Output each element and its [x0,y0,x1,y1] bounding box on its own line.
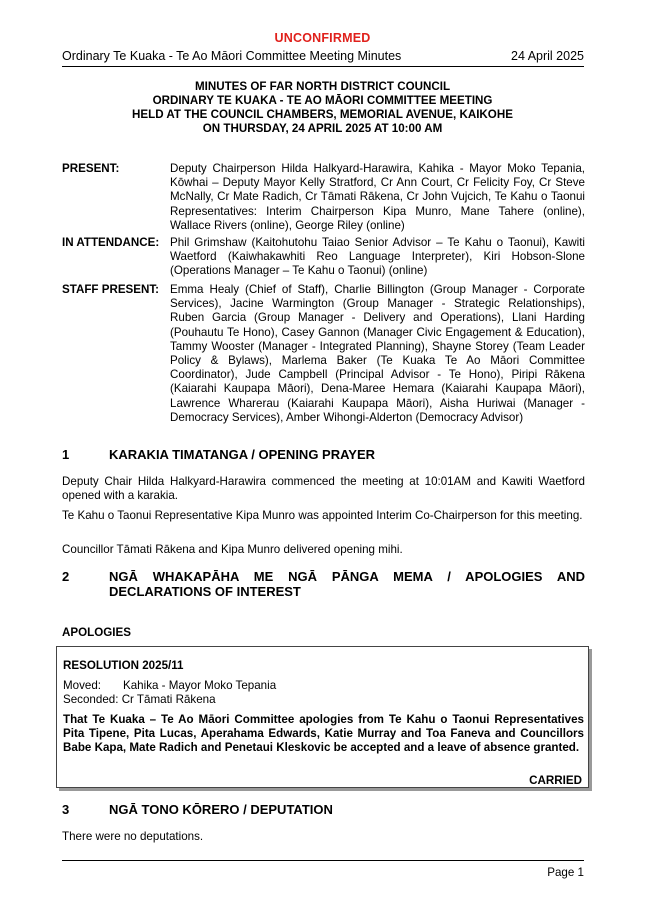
resolution-seconded-row [63,693,584,707]
moved-label: Moved: [63,679,102,693]
title-line-4: ON THURSDAY, 24 APRIL 2025 AT 10:00 AM [202,122,443,135]
section-2-title: NGĀ WHAKAPĀHA ME NGĀ PĀNGA MEMA / APOLOGIES AND DECLARATIONS OF INTEREST [109,569,585,599]
footer-divider [62,860,584,861]
section-2-heading [62,569,585,599]
section-3-number: 3 [62,802,70,817]
resolution-box [56,646,589,788]
resolution-content [63,659,584,755]
in-attendance-label: IN ATTENDANCE: [62,236,160,249]
unconfirmed-stamp: UNCONFIRMED [274,31,371,45]
present-label: PRESENT: [62,162,120,175]
section-1-paragraph-1: Deputy Chair Hilda Halkyard-Harawira commenced the meeting at 10:01AM and Kawiti Waetford opened with a karakia. [62,475,585,503]
staff-present-label: STAFF PRESENT: [62,283,160,296]
staff-present-text: Emma Healy (Chief of Staff), Charlie Billington (Group Manager - Corporate Services), Jacine Warmington (Group Manager - Strategic Relationships), Ruben Garcia (Group Manager - Delivery and Operations), Llani Harding (Pouhautu Te Hono), Casey Gannon (Manager Civic Engagement & Education), Tammy Wooster (Manager - Integrated Planning), Shayne Storey (Team Leader Policy & Bylaws), Marlema Baker (Te Kuaka Te Ao Māori Committee Coordinator), Jude Campbell (Principal Advisor - Te Hono), Piripi Rākena (Kaiarahi Kaupapa Māori), Dena-Maree Hemara (Kaiarahi Kaupapa Māori), Lawrence Wharerau (Kaiarahi Kaupapa Māori), Aisha Huriwai (Manager - Democracy Services), Amber Wihongi-Alderton (Democracy Advisor) [170,283,585,424]
minutes-title-block [0,80,645,136]
apologies-subheading: APOLOGIES [62,626,131,639]
running-header-date: 24 April 2025 [511,49,584,63]
title-line-2: ORDINARY TE KUAKA - TE AO MĀORI COMMITTEE MEETING [152,94,493,107]
present-text: Deputy Chairperson Hilda Halkyard-Harawira, Kahika - Mayor Moko Tepania, Kōwhai – Deputy Mayor Kelly Stratford, Cr Ann Court, Cr Felicity Foy, Cr Steve McNally, Cr Mate Radich, Cr Tāmati Rākena, Cr John Vujcich, Te Kahu o Taonui Representatives: Interim Chairperson Kipa Munro, Mane Tahere (online), Wallace Rivers (online), George Riley (online) [170,162,585,232]
resolution-title: RESOLUTION 2025/11 [63,659,184,672]
resolution-moved-row [63,679,584,693]
section-3-paragraph-1: There were no deputations. [62,830,204,843]
resolution-status: CARRIED [529,774,582,787]
page-number: Page 1 [547,866,584,879]
moved-value: Kahika - Mayor Moko Tepania [123,679,277,693]
seconded-value: Cr Tāmati Rākena [121,693,216,707]
seconded-label: Seconded: [63,693,119,707]
section-1-heading [62,447,585,462]
header-divider [62,66,584,67]
section-1-title: KARAKIA TIMATANGA / OPENING PRAYER [109,447,376,462]
title-line-1: MINUTES OF FAR NORTH DISTRICT COUNCIL [194,80,451,93]
section-1-number: 1 [62,447,70,462]
staff-present-block [62,283,585,425]
section-3-heading [62,802,585,817]
resolution-body: That Te Kuaka – Te Ao Māori Committee apologies from Te Kahu o Taonui Representatives Pita Tipene, Pita Lucas, Aperahama Edwards, Katie Murray and Toa Faneva and Councillors Babe Kapa, Mate Radich and Penetaui Kleskovic be accepted and a leave of absence granted. [63,712,584,755]
in-attendance-block [62,236,585,279]
section-3-title: NGĀ TONO KŌRERO / DEPUTATION [109,802,333,817]
section-1-paragraph-3: Councillor Tāmati Rākena and Kipa Munro delivered opening mihi. [62,543,403,556]
title-line-3: HELD AT THE COUNCIL CHAMBERS, MEMORIAL AVENUE, KAIKOHE [132,108,513,121]
section-2-number: 2 [62,569,70,584]
in-attendance-text: Phil Grimshaw (Kaitohutohu Taiao Senior Advisor – Te Kahu o Taonui), Kawiti Waetford (Kaiwhakawhiti Reo Language Interpreter), Kiri Hobson-Slone (Operations Manager – Te Kahu o Taonui) (online) [170,236,585,278]
present-block [62,162,585,233]
section-1-paragraph-2: Te Kahu o Taonui Representative Kipa Munro was appointed Interim Co-Chairperson for this meeting. [62,509,583,522]
running-header-title: Ordinary Te Kuaka - Te Ao Māori Committee Meeting Minutes [62,49,402,63]
